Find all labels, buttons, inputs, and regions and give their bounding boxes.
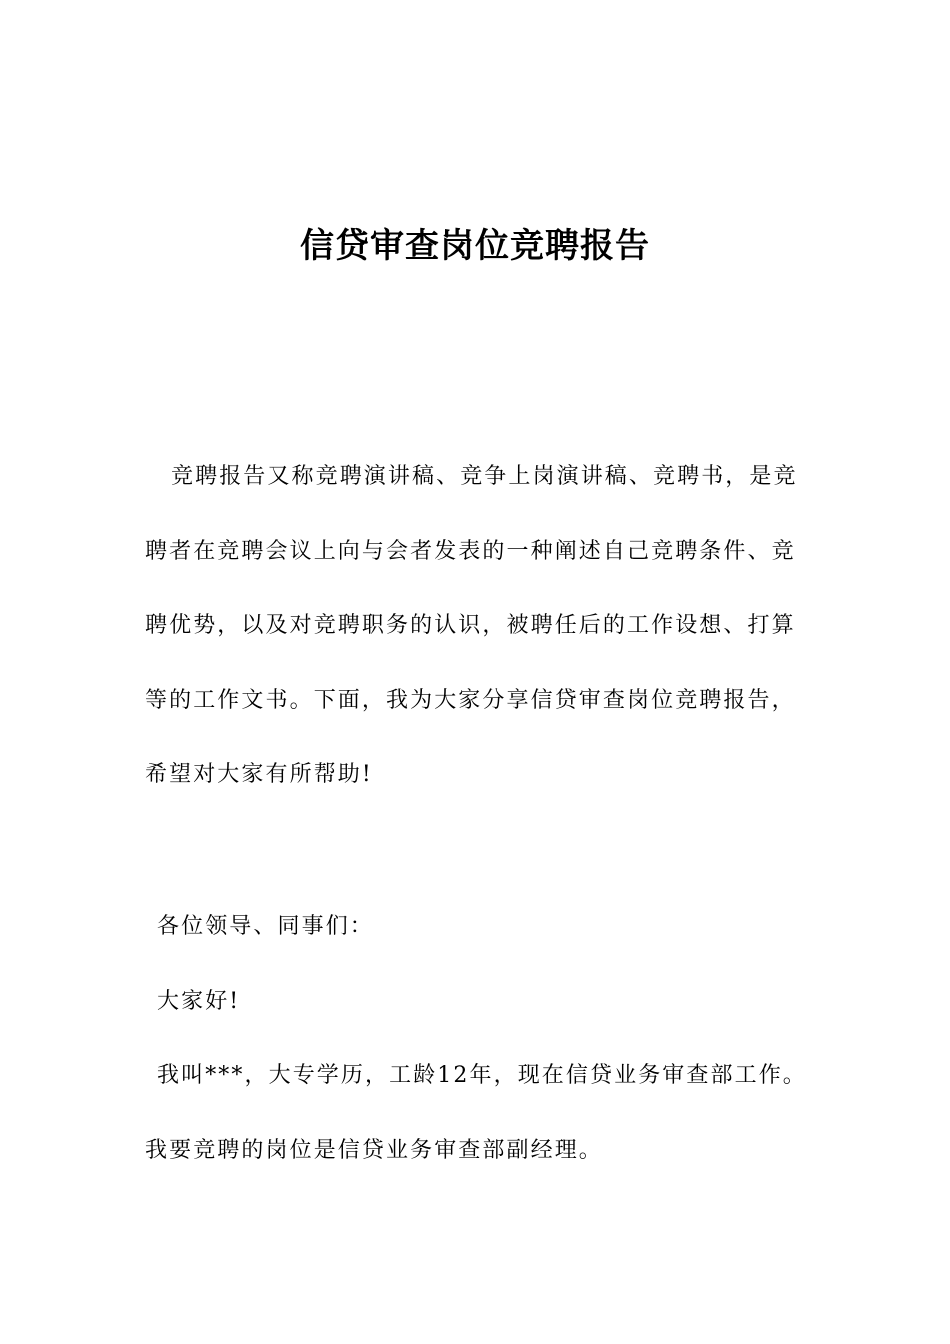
- self-intro-line: 我叫***，大专学历，工龄12年，现在信贷业务审查部工作。: [157, 1063, 807, 1088]
- intro-paragraph: [145, 455, 805, 828]
- intro-line: 希望对大家有所帮助!: [145, 762, 373, 787]
- greeting: 各位领导、同事们：: [157, 914, 374, 939]
- document-title: 信贷审查岗位竞聘报告: [300, 226, 650, 266]
- hello-line: 大家好!: [157, 988, 241, 1014]
- letter-body: [145, 905, 805, 1203]
- intro-line: 竞聘报告又称竞聘演讲稿、竞争上岗演讲稿、竞聘书，是竞: [171, 464, 798, 489]
- intro-line: 聘优势，以及对竞聘职务的认识，被聘任后的工作设想、打算: [145, 613, 796, 638]
- self-intro-line: 我要竞聘的岗位是信贷业务审查部副经理。: [145, 1137, 603, 1163]
- intro-line: 聘者在竞聘会议上向与会者发表的一种阐述自己竞聘条件、竞: [145, 538, 796, 564]
- intro-line: 等的工作文书。下面，我为大家分享信贷审查岗位竞聘报告，: [145, 687, 796, 713]
